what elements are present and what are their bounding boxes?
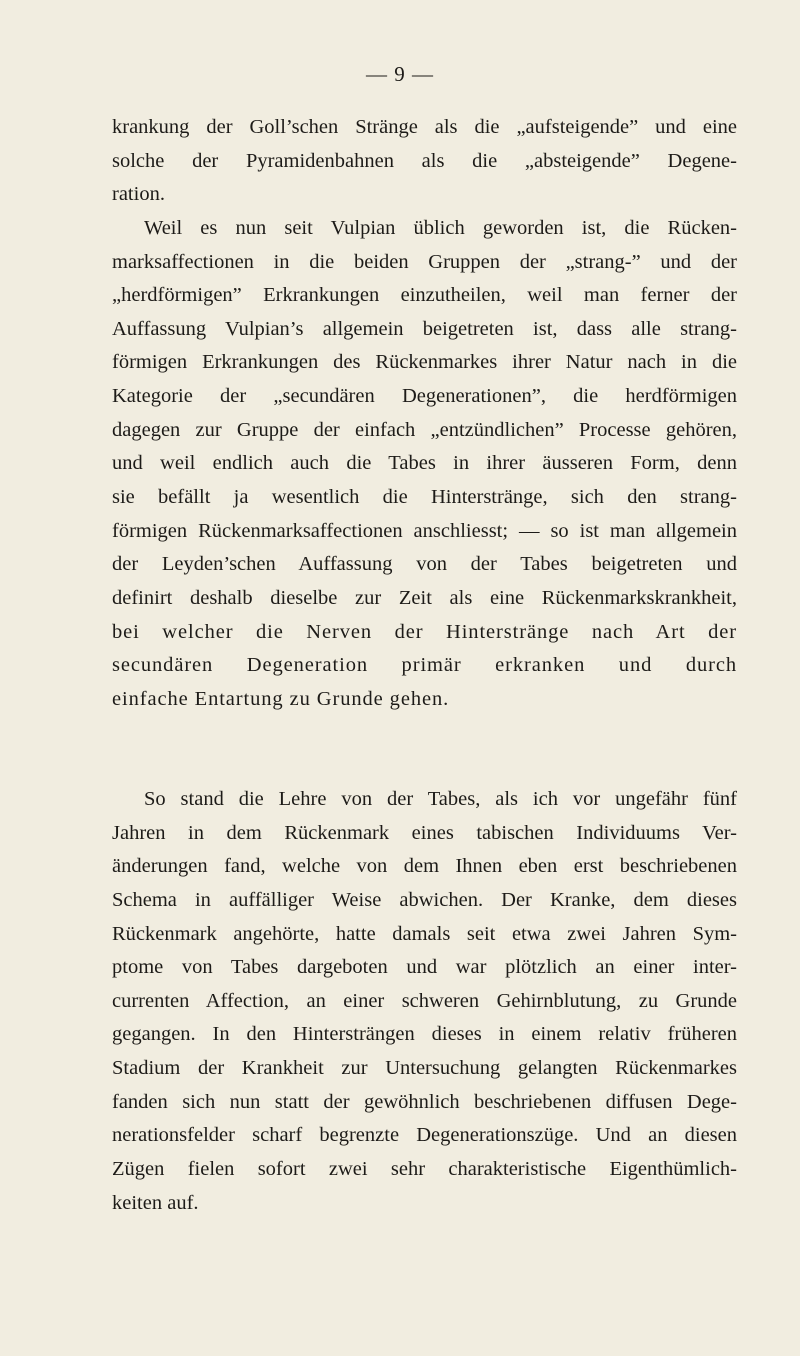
text-line: dagegen zur Gruppe der einfach „entzündlichen” Processe gehören,: [112, 418, 737, 441]
text-line: bei welcher die Nerven der Hinterstränge nach Art der: [112, 620, 737, 643]
text-block-lower: [112, 783, 737, 1220]
paragraph: [112, 783, 737, 1220]
text-line: förmigen Rückenmarksaffectionen anschliesst; — so ist man allgemein: [112, 519, 737, 542]
paragraph: [112, 111, 737, 212]
text-line: marksaffectionen in die beiden Gruppen der „strang-” und der: [112, 250, 737, 273]
text-line: einfache Entartung zu Grunde gehen.: [112, 687, 450, 710]
text-line: currenten Affection, an einer schweren Gehirnblutung, zu Grunde: [112, 989, 737, 1012]
text-line: nerationsfelder scharf begrenzte Degenerationszüge. Und an diesen: [112, 1124, 737, 1147]
text-line: änderungen fand, welche von dem Ihnen eben erst beschriebenen: [112, 855, 737, 878]
text-line: fanden sich nun statt der gewöhnlich beschriebenen diffusen Dege-: [112, 1090, 737, 1113]
text-line: gegangen. In den Hintersträngen dieses in einem relativ früheren: [112, 1023, 737, 1046]
text-line: sie befällt ja wesentlich die Hinterstränge, sich den strang-: [112, 486, 737, 509]
text-line: Zügen fielen sofort zwei sehr charakteristische Eigenthümlich-: [112, 1158, 737, 1181]
text-line: „herdförmigen” Erkrankungen einzutheilen, weil man ferner der: [112, 284, 737, 307]
text-line: Kategorie der „secundären Degenerationen”, die herdförmigen: [112, 385, 737, 408]
text-line: solche der Pyramidenbahnen als die „absteigende” Degene-: [112, 149, 737, 172]
text-line: Weil es nun seit Vulpian üblich geworden ist, die Rücken-: [144, 216, 737, 239]
text-line: Stadium der Krankheit zur Untersuchung gelangten Rückenmarkes: [112, 1057, 737, 1080]
text-line: keiten auf.: [112, 1191, 199, 1214]
paragraph: [112, 212, 737, 717]
text-line: krankung der Goll’schen Stränge als die „aufsteigende” und eine: [112, 116, 737, 138]
text-line: förmigen Erkrankungen des Rückenmarkes ihrer Natur nach in die: [112, 351, 737, 374]
text-line: ration.: [112, 183, 165, 206]
text-line: secundären Degeneration primär erkranken und durch: [112, 654, 737, 677]
text-line: Auffassung Vulpian’s allgemein beigetreten ist, dass alle strang-: [112, 317, 737, 340]
text-line: ptome von Tabes dargeboten und war plötzlich an einer inter-: [112, 956, 737, 979]
text-line: Schema in auffälliger Weise abwichen. Der Kranke, dem dieses: [112, 888, 737, 911]
text-line: So stand die Lehre von der Tabes, als ich vor ungefähr fünf: [144, 788, 737, 810]
text-line: definirt deshalb dieselbe zur Zeit als eine Rückenmarkskrankheit,: [112, 586, 737, 609]
text-line: Rückenmark angehörte, hatte damals seit etwa zwei Jahren Sym-: [112, 922, 737, 945]
text-block-upper: [112, 111, 737, 717]
text-line: der Leyden’schen Auffassung von der Tabes beigetreten und: [112, 553, 737, 576]
page-number: — 9 —: [366, 62, 434, 86]
text-line: Jahren in dem Rückenmark eines tabischen Individuums Ver-: [112, 821, 737, 844]
text-line: und weil endlich auch die Tabes in ihrer äusseren Form, denn: [112, 452, 737, 475]
